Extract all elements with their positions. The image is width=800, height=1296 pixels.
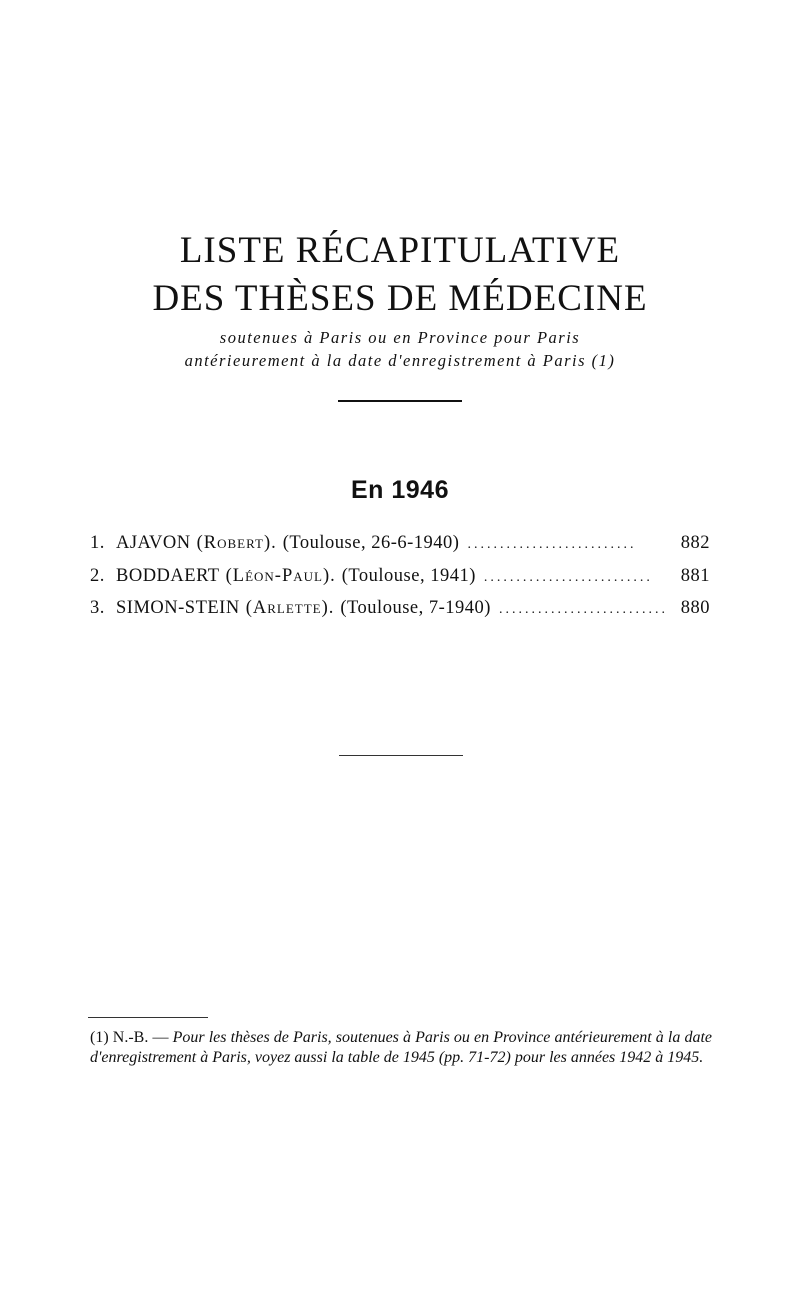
footnote-divider bbox=[88, 1017, 208, 1018]
list-item bbox=[90, 596, 710, 620]
entry-surname: BODDAERT bbox=[116, 566, 220, 586]
entry-given-name: (Léon-Paul). bbox=[225, 566, 336, 586]
list-item bbox=[90, 564, 710, 588]
list-item bbox=[90, 531, 710, 555]
entry-place-date: (Toulouse, 7-1940) bbox=[340, 598, 491, 618]
footnote-nb: N.-B. — bbox=[112, 1029, 169, 1046]
entry-given-name: (Robert). bbox=[196, 533, 277, 553]
dot-leader: .......................... bbox=[467, 537, 637, 552]
page-subtitle-line-1: soutenues à Paris ou en Province pour Paris bbox=[219, 328, 581, 347]
entry-surname: AJAVON bbox=[116, 533, 191, 553]
entry-page-number: 882 bbox=[680, 533, 710, 553]
title-divider bbox=[338, 400, 462, 402]
entry-number: 3. bbox=[90, 598, 105, 618]
page-title-line-1: LISTE RÉCAPITULATIVE bbox=[179, 230, 621, 271]
year-heading: En 1946 bbox=[350, 476, 449, 504]
entry-surname: SIMON-STEIN bbox=[116, 598, 240, 618]
footnote-text: Pour les thèses de Paris, soutenues à Paris ou en Province antérieurement à la date d'enregistrement à Paris, voyez aussi la table de 1945 (pp. 71-72) pour les années 1942 à 1945. bbox=[90, 1029, 713, 1066]
page-title-line-2: DES THÈSES DE MÉDECINE bbox=[152, 278, 648, 319]
dot-leader: .......................... bbox=[498, 602, 668, 617]
entry-number: 2. bbox=[90, 566, 105, 586]
footnote-marker: (1) bbox=[90, 1029, 109, 1046]
dot-leader: .......................... bbox=[483, 570, 653, 585]
section-divider bbox=[339, 755, 463, 756]
entry-page-number: 880 bbox=[680, 598, 710, 618]
entry-given-name: (Arlette). bbox=[245, 598, 335, 618]
entry-page-number: 881 bbox=[680, 566, 710, 586]
entry-number: 1. bbox=[90, 533, 105, 553]
footnote bbox=[90, 1028, 712, 1068]
entry-place-date: (Toulouse, 1941) bbox=[341, 566, 476, 586]
entry-place-date: (Toulouse, 26-6-1940) bbox=[282, 533, 460, 553]
page-subtitle-line-2: antérieurement à la date d'enregistrement à Paris (1) bbox=[184, 351, 616, 370]
